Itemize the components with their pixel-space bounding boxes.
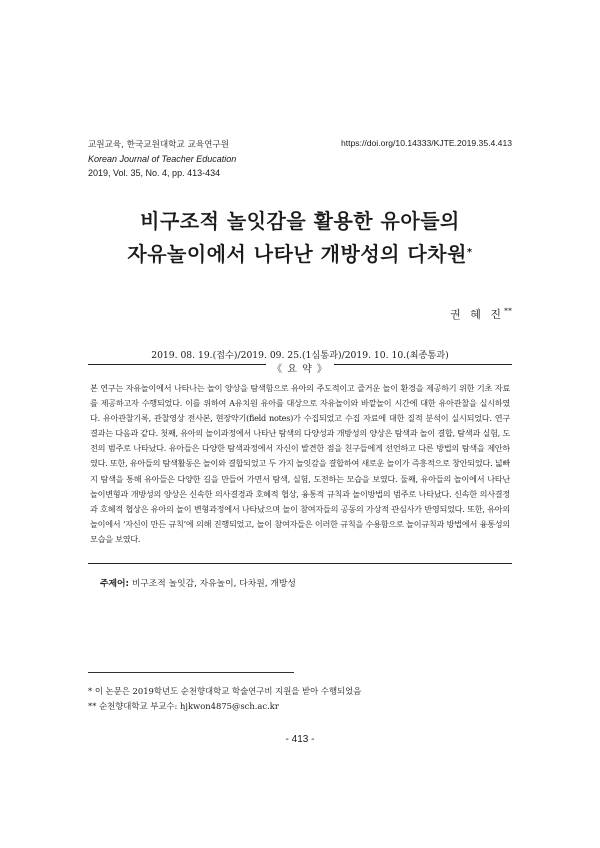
journal-info: [88, 138, 236, 180]
title-line-2: 자유놀이에서 나타난 개방성의 다차원: [127, 242, 467, 266]
title-footnote-mark[interactable]: *: [466, 247, 473, 258]
abstract-text: 본 연구는 자유놀이에서 나타나는 놀이 양상을 탐색함으로 유아의 주도적이고 즐거운 놀이 환경을 제공하기 위한 기초 자료를 제공하고자 수행되었다. 이를 위하여 A유치원 유아를 대상으로 자유놀이와 바깥놀이 시간에 대한 유아관찰을 실시하였다. 유아관찰기록, 관찰영상 전사본, 현장약기(field notes)가 수집되었고 수집 자료에 대한 질적 분석이 실시되었다. 연구 결과는 다음과 같다. 첫째, 유아의 놀이과정에서 나타난 탐색의 다양성과 개방성의 양상은 탐색과 놀이 결합, 탐색과 실험, 도전의 범주로 나타났다. 유아들은 다양한 탐색과정에서 자신이 발견한 점을 친구들에게 선언하고 다른 방법의 탐색을 제안하였다. 또한, 유아들의 탐색활동은 놀이와 결합되었고 두 가지 놀잇감을 결합하여 새로운 놀이가 즉흥적으로 창안되었다. 넓빠지 탐색을 통해 유아들은 다양한 길을 만들어 가면서 탐색, 실험, 도전하는 모습을 보였다. 둘째, 유아들의 놀이에서 나타난 놀이변형과 개방성의 양상은 신속한 의사결경과 호혜적 협상, 융통적 규칙과 놀이방법의 범주로 나타났다. 신속한 의사결정과 호혜적 협상은 유아의 놀이 변형과정에서 나타났으며 놀이 참여자들의 공동의 가상적 관심사가 반영되었다. 또한, 유아의 놀이에서 ‘자신이 만든 규칙’에 의해 진행되었고, 놀이 참여자들은 이러한 규칙을 수용함으로 놀이규칙과 방법에서 융통성의 모습을 보였다.: [90, 383, 510, 544]
author-footnote-mark[interactable]: **: [504, 306, 512, 316]
author: [450, 306, 512, 322]
keywords-label: 주제어:: [100, 579, 130, 589]
page-number: - 413 -: [285, 734, 315, 745]
author-name: 권 혜 진: [450, 308, 504, 321]
paper-title: [0, 205, 600, 271]
doi-link[interactable]: https://doi.org/10.14333/KJTE.2019.35.4.413: [340, 138, 512, 148]
abstract-heading: 《 요 약 》: [88, 357, 512, 376]
institution-line: 교원교육, 한국교원대학교 교육연구원: [88, 140, 230, 150]
journal-english-name: Korean Journal of Teacher Education: [88, 154, 237, 164]
footnote-author-affiliation: ** 순천향대학교 부교수: hjkwon4875@sch.ac.kr: [88, 701, 279, 711]
abstract-section: [88, 364, 512, 564]
keywords-value: 비구조적 놀잇감, 자유놀이, 다차원, 개방성: [131, 579, 296, 589]
footnote-divider: [88, 672, 294, 673]
footnotes: [88, 684, 361, 714]
volume-pages: 2019, Vol. 35, No. 4, pp. 413-434: [88, 168, 221, 178]
footnote-funding: * 이 논문은 2019학년도 순천향대학교 학술연구비 지원을 받아 수행되었음: [88, 686, 362, 696]
keywords: [100, 576, 296, 589]
submission-dates: 2019. 08. 19.(접수)/2019. 09. 25.(1심통과)/2019. 10. 10.(최종통과): [151, 350, 449, 361]
title-line-1: 비구조적 놀잇감을 활용한 유아들의: [140, 209, 460, 233]
